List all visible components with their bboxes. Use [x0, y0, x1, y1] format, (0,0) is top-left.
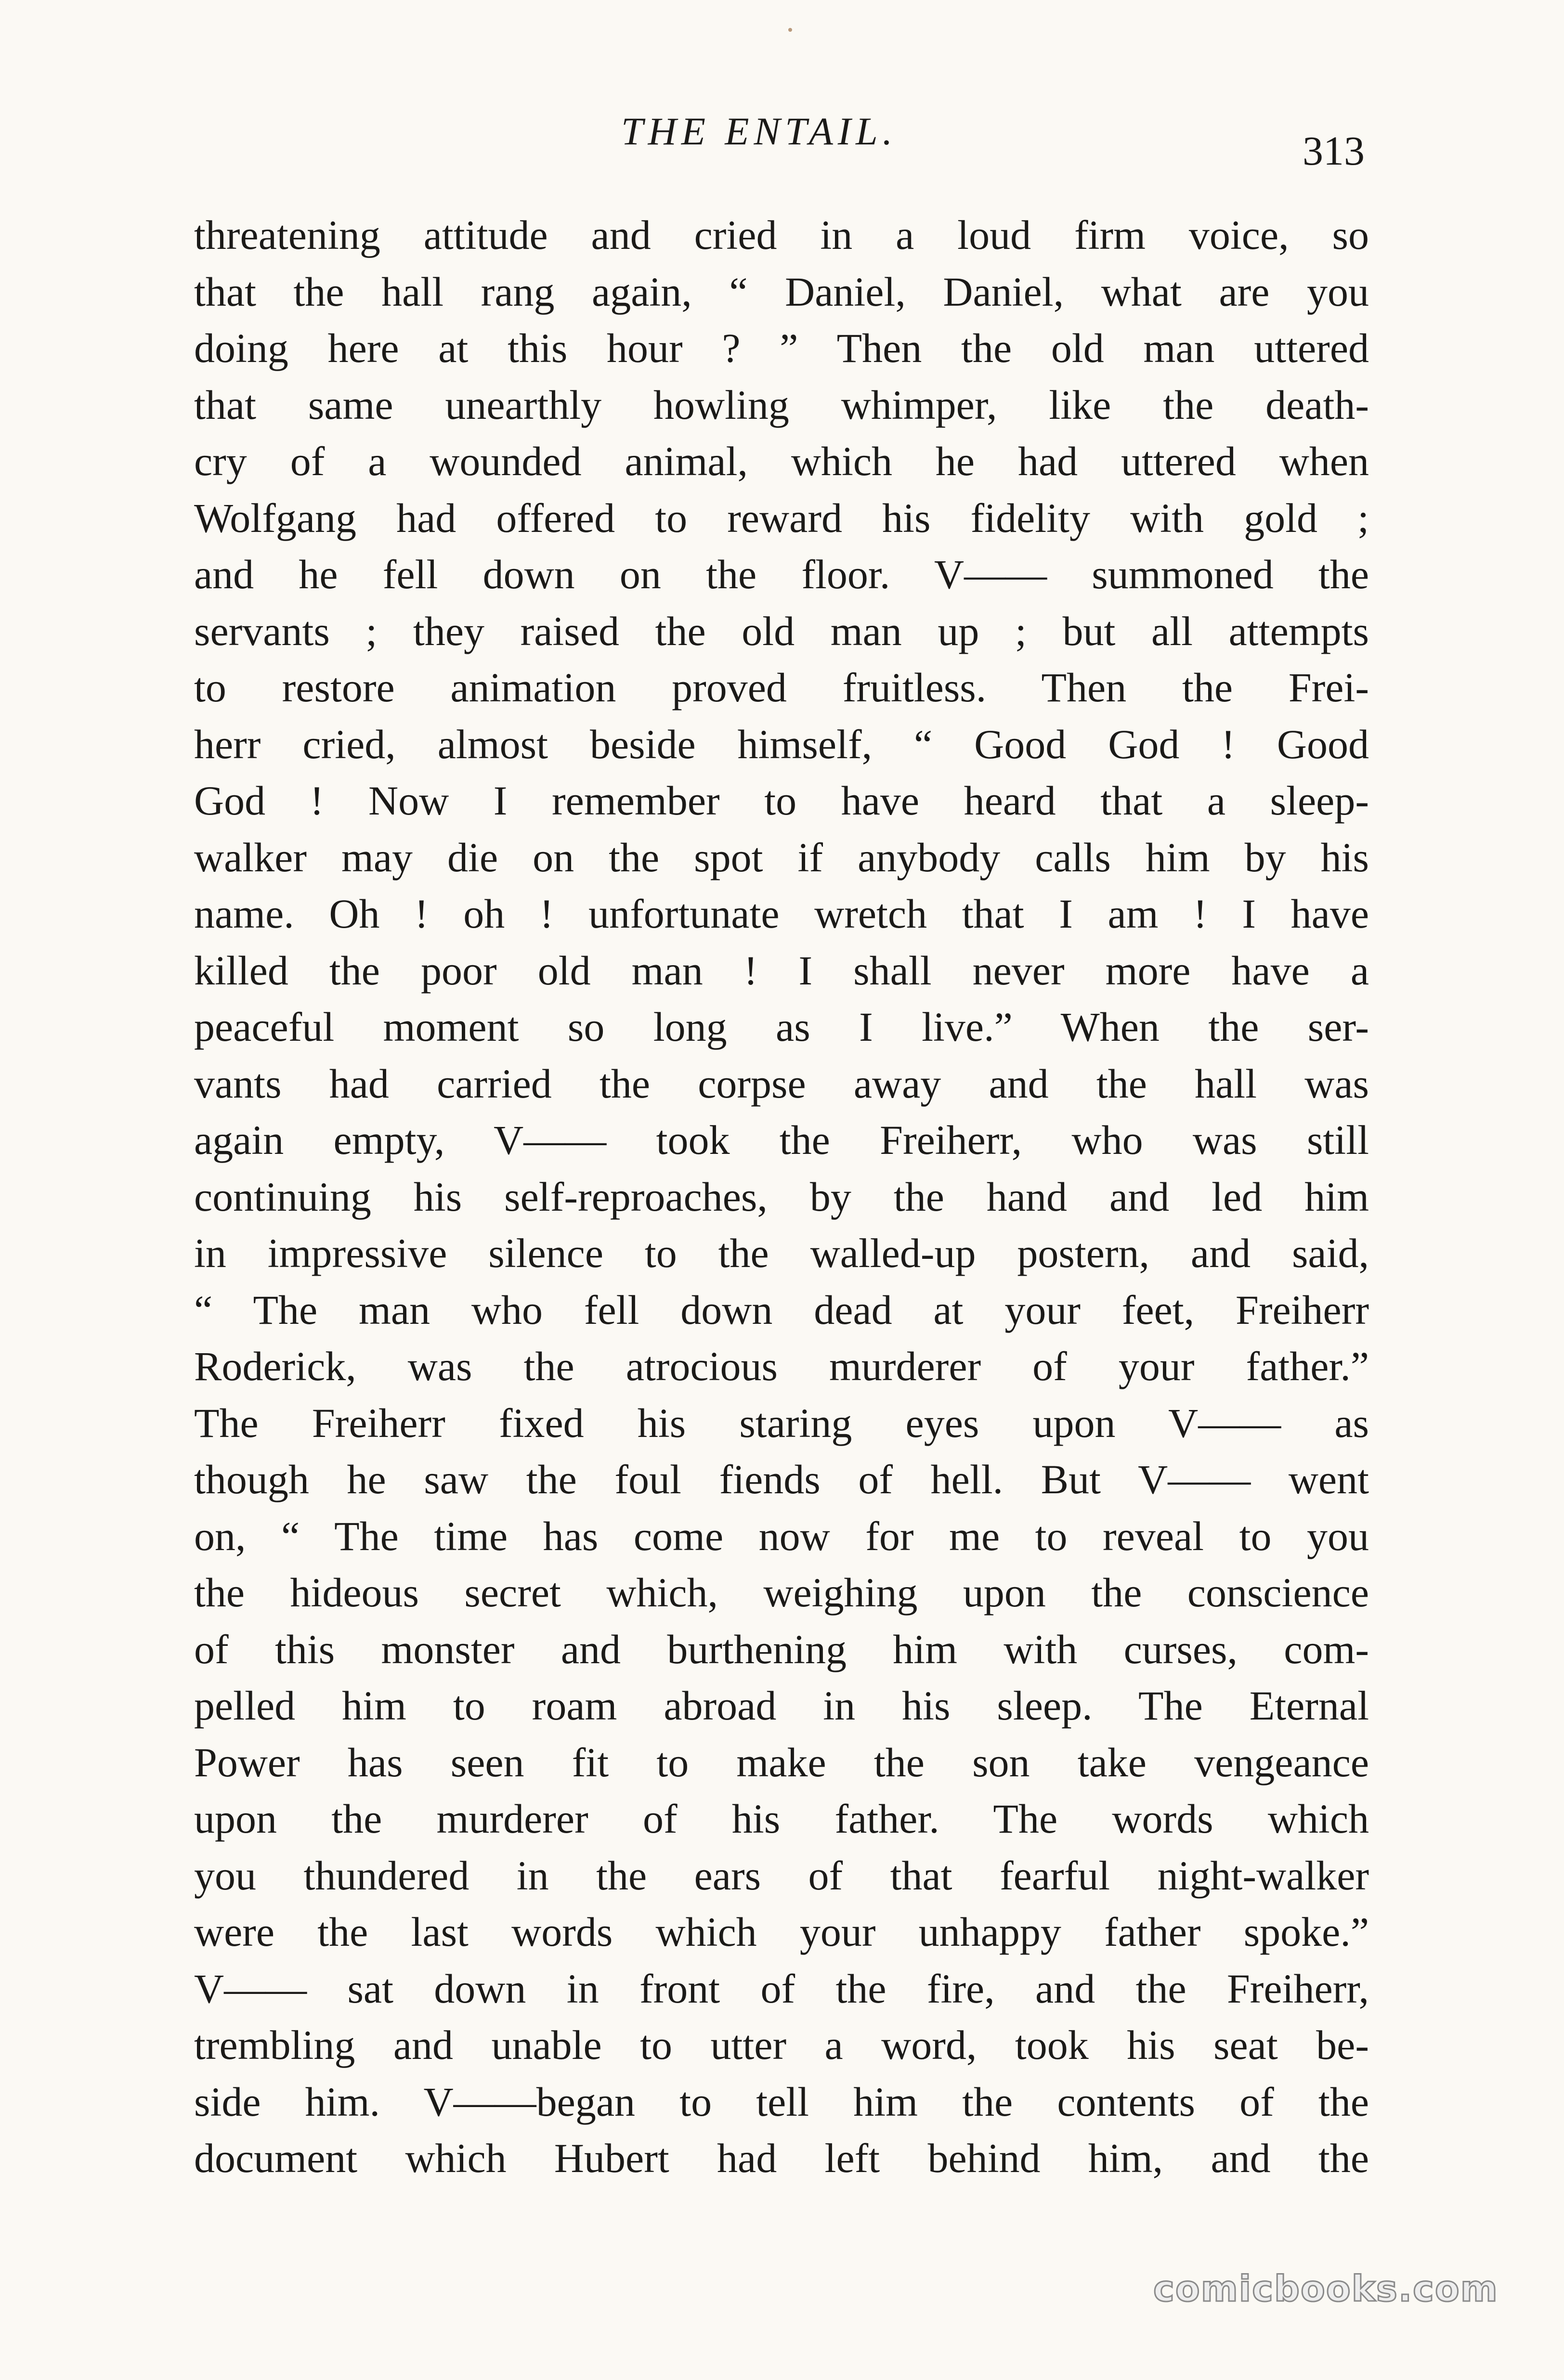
text-line: killed the poor old man ! I shall never more have a — [194, 947, 1369, 994]
text-line: that the hall rang again, “ Daniel, Daniel, what are you — [194, 268, 1369, 315]
text-line: vants had carried the corpse away and the hall was — [194, 1060, 1369, 1107]
text-line: side him. V——began to tell him the contents of the — [194, 2078, 1369, 2125]
text-line: you thundered in the ears of that fearful night-walker — [194, 1852, 1369, 1899]
text-line: Roderick, was the atrocious murderer of your father.” — [194, 1343, 1369, 1389]
text-line: Power has seen fit to make the son take vengeance — [194, 1739, 1369, 1785]
text-line: name. Oh ! oh ! unfortunate wretch that I am ! I have — [194, 891, 1369, 937]
text-line: herr cried, almost beside himself, “ Good God ! Good — [194, 721, 1369, 767]
body-text — [194, 207, 1369, 2187]
text-line: servants ; they raised the old man up ; but all attempts — [194, 608, 1369, 654]
text-line: were the last words which your unhappy father spoke.” — [194, 1909, 1369, 1955]
text-line: upon the murderer of his father. The words which — [194, 1796, 1369, 1842]
paper-speck — [788, 28, 792, 32]
text-line: on, “ The time has come now for me to reveal to you — [194, 1513, 1369, 1559]
text-line: walker may die on the spot if anybody calls him by his — [194, 834, 1369, 880]
text-line: continuing his self-reproaches, by the hand and led him — [194, 1173, 1369, 1220]
watermark: comicbooks.com — [1153, 2268, 1499, 2310]
text-line: that same unearthly howling whimper, like the death- — [194, 381, 1369, 428]
text-line: and he fell down on the floor. V—— summoned the — [194, 551, 1369, 597]
text-line: to restore animation proved fruitless. Then the Frei- — [194, 664, 1369, 711]
text-line: doing here at this hour ? ” Then the old man uttered — [194, 325, 1369, 371]
text-line: cry of a wounded animal, which he had uttered when — [194, 438, 1369, 484]
text-line: threatening attitude and cried in a loud firm voice, so — [194, 212, 1369, 258]
text-line: God ! Now I remember to have heard that a sleep- — [194, 777, 1369, 824]
text-line: peaceful moment so long as I live.” When the ser- — [194, 1004, 1369, 1050]
text-line: “ The man who fell down dead at your feet, Freiherr — [194, 1286, 1369, 1333]
running-head: THE ENTAIL. — [621, 109, 898, 153]
text-line: of this monster and burthening him with curses, com- — [194, 1626, 1369, 1672]
text-line: the hideous secret which, weighing upon the conscience — [194, 1569, 1369, 1616]
text-line: V—— sat down in front of the fire, and the Freiherr, — [194, 1965, 1369, 2012]
text-line: again empty, V—— took the Freiherr, who was still — [194, 1117, 1369, 1163]
text-line: The Freiherr fixed his staring eyes upon V—— as — [194, 1399, 1369, 1446]
text-line: trembling and unable to utter a word, took his seat be- — [194, 2022, 1369, 2068]
text-line: in impressive silence to the walled-up postern, and said, — [194, 1230, 1369, 1276]
text-line: pelled him to roam abroad in his sleep. The Eternal — [194, 1682, 1369, 1729]
text-line: though he saw the foul fiends of hell. But V—— went — [194, 1456, 1369, 1502]
text-line: document which Hubert had left behind him, and the — [194, 2135, 1369, 2181]
page-number: 313 — [1303, 128, 1365, 174]
text-line: Wolfgang had offered to reward his fidelity with gold ; — [194, 494, 1369, 541]
